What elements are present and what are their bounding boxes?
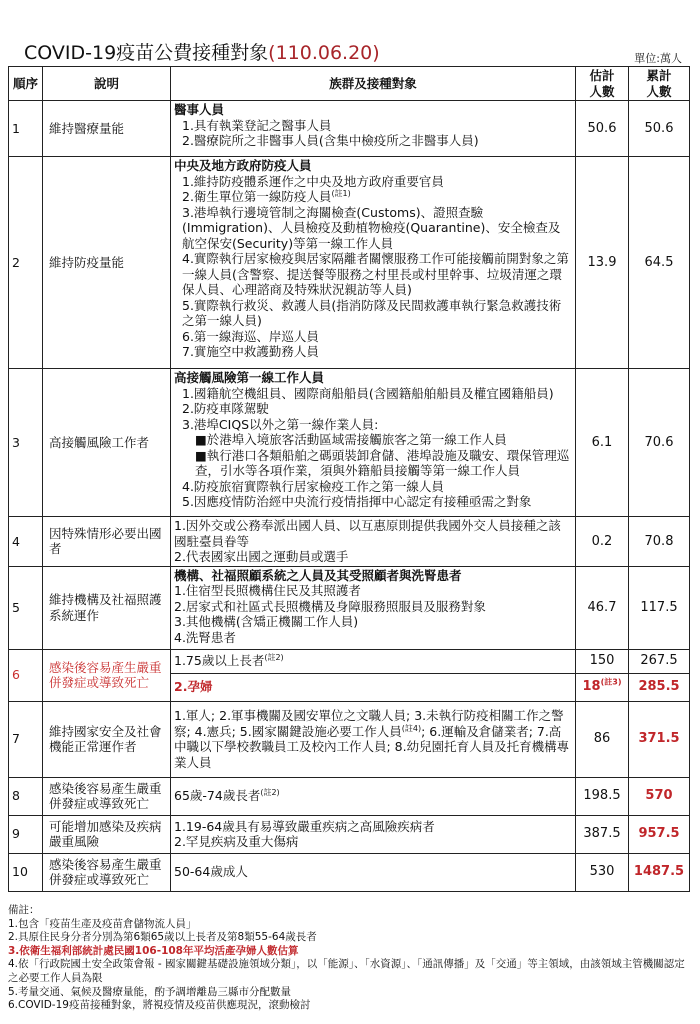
doc-title [24,38,380,65]
title-text: COVID-19疫苗公費接種對象 [24,42,269,64]
group-item: 1.75歲以上長者 [174,653,265,669]
row-desc: 維持國家安全及社會機能正常運作者 [43,701,171,777]
row-est: 86 [576,701,629,777]
note-item: 1.包含「疫苗生產及疫苗倉儲物流人員」 [8,917,197,930]
row-cum: 117.5 [629,566,690,649]
row-est: 46.7 [576,566,629,649]
group-item: 4.實際執行居家檢疫與居家隔離者關懷服務工作可能接觸前開對象之第一線人員(含警察、提送餐等服務之村里長或村里幹事、垃圾清運之環保人員、心理諮商及特殊狀況親訪等人員) [182,251,569,297]
header-est-2: 人數 [589,83,615,99]
row-seq: 7 [9,701,43,777]
group-item: 3.港埠執行邊境管制之海關檢查(Customs)、證照查驗(Immigration)、人員檢疫及動植物檢疫(Quarantine)、安全檢查及航空保安(Security)等第一線工作人員 [182,204,561,251]
note-item: 3.依衛生福利部統計處民國106-108年平均活產孕婦人數估算 [8,944,299,957]
row-seq: 6 [9,649,43,701]
table-row [9,649,690,673]
row-group [171,815,576,853]
header-group: 族群及接種對象 [171,67,576,101]
group-item: 2.居家式和社區式長照機構及身障服務照服員及服務對象 [174,598,486,614]
group-text-cont: ; 6.運輸及倉儲業者; 7.高中職以下學校教職員工及校內工作人員; 8.幼兒園托育人員及托育機構專業人員 [174,723,570,770]
table-row [9,777,690,815]
row-desc: 高接觸風險工作者 [43,369,171,517]
footnote-mark: (註1) [331,188,351,198]
group-item: 1.19-64歲具有易導致嚴重疾病之高風險疾病者 [174,818,435,834]
table-header-row [9,67,690,101]
footnote-mark: (註4) [401,723,422,733]
group-item: 1.具有執業登記之醫事人員 [182,117,332,133]
row-cum: 70.8 [629,517,690,567]
group-category: 高接觸風險第一線工作人員 [174,370,325,385]
notes-label: 備註： [8,904,40,916]
row-seq: 8 [9,777,43,815]
row-cum: 1487.5 [629,853,690,891]
row-est: 6.1 [576,369,629,517]
group-item: 1.國籍航空機組員、國際商船船員(含國籍船舶船員及權宜國籍船員) [182,385,554,401]
row-cum: 570 [629,777,690,815]
row-cum: 64.5 [629,157,690,369]
row-group [171,701,576,777]
footnote-mark: (註2) [264,653,284,663]
row-group [171,566,576,649]
row-est: 198.5 [576,777,629,815]
row-cum: 371.5 [629,701,690,777]
note-item: 6.COVID-19疫苗接種對象，將視疫情及疫苗供應現況，滾動檢討 [8,999,311,1012]
row-group [171,369,576,517]
group-item [174,189,572,205]
table-row [9,517,690,567]
header-cum-2: 人數 [646,83,672,99]
note-item: 5.考量交通、氣候及醫療量能，酌予調增離島三縣市分配數量 [8,985,292,998]
row-est: 150 [576,649,629,673]
row-group: 2.孕婦 [171,673,576,701]
row-est-value: 18 [582,679,601,695]
row-group [171,517,576,567]
group-item: 3.港埠CIQS以外之第一線作業人員: [182,416,379,432]
row-seq: 9 [9,815,43,853]
row-seq: 3 [9,369,43,517]
footnote-mark: (註2) [260,788,280,798]
group-item: 2.防疫車隊駕駛 [182,401,269,416]
group-subitem: ■於港埠入境旅客活動區域需接觸旅客之第一線工作人員 [195,432,507,447]
row-desc: 維持醫療量能 [43,101,171,157]
group-category: 機構、社福照顧系統之人員及其受照顧者與洗腎患者 [174,567,462,583]
row-desc: 可能增加感染及疾病嚴重風險 [43,815,171,853]
row-seq: 1 [9,101,43,157]
table-row [9,701,690,777]
table-row [9,853,690,891]
group-item: 4.防疫旅宿實際執行居家檢疫工作之第一線人員 [182,478,444,494]
footnotes [8,904,692,1013]
row-seq: 4 [9,517,43,567]
title-date: (110.06.20) [268,42,380,64]
group-subitem: ■執行港口各類船舶之碼頭裝卸倉儲、港埠設施及職安、環保管理巡查，引水等各項作業，須與外籍船員接觸等第一線工作人員 [195,447,570,478]
footnote-mark: (註3) [600,677,622,687]
header-seq: 順序 [9,67,43,101]
row-desc: 維持機構及社福照護系統運作 [43,566,171,649]
row-desc: 感染後容易產生嚴重併發症或導致死亡 [43,853,171,891]
group-item: 3.其他機構(含矯正機關工作人員) [174,614,359,629]
table-row [9,157,690,369]
table-row [9,369,690,517]
row-group: 50-64歲成人 [171,853,576,891]
row-group [171,649,576,673]
group-text: 65歲-74歲長者 [174,788,261,804]
row-group [171,777,576,815]
group-item: 4.洗腎患者 [174,629,236,645]
group-item: 5.因應疫情防治經中央流行疫情指揮中心認定有接種亟需之對象 [182,494,532,509]
group-category: 中央及地方政府防疫人員 [174,158,312,173]
row-seq: 5 [9,566,43,649]
group-item: 5.實際執行救災、救護人員(指消防隊及民間救護車執行緊急救護技術之第一線人員) [182,297,562,328]
table-row [9,815,690,853]
header-est-1: 估計 [589,68,615,83]
row-est: 0.2 [576,517,629,567]
row-group [171,101,576,157]
row-cum: 70.6 [629,369,690,517]
group-item: 2.醫療院所之非醫事人員(含集中檢疫所之非醫事人員) [182,133,479,148]
group-item: 1.因外交或公務奉派出國人員、以互惠原則提供我國外交人員接種之該國駐臺員眷等 [174,518,561,549]
group-item: 2.代表國家出國之運動員或選手 [174,549,349,564]
group-item: 1.維持防疫體系運作之中央及地方政府重要官員 [182,173,444,189]
group-item: 7.實施空中救護勤務人員 [182,344,319,359]
unit-label: 單位:萬人 [634,52,682,65]
group-category: 醫事人員 [174,102,225,117]
row-cum: 957.5 [629,815,690,853]
row-seq: 10 [9,853,43,891]
row-desc: 維持防疫量能 [43,157,171,369]
row-group [171,157,576,369]
group-item: 2.罕見疾病及重大傷病 [174,834,299,849]
group-item: 6.第一線海巡、岸巡人員 [182,328,319,344]
group-item-text: 2.衛生單位第一線防疫人員 [182,189,332,204]
header-cum-1: 累計 [646,68,672,83]
row-est: 387.5 [576,815,629,853]
row-est: 50.6 [576,101,629,157]
table-row [9,566,690,649]
row-desc: 感染後容易產生嚴重併發症或導致死亡 [43,649,171,701]
row-seq: 2 [9,157,43,369]
row-cum: 50.6 [629,101,690,157]
table-row [9,101,690,157]
row-est: 530 [576,853,629,891]
row-est: 13.9 [576,157,629,369]
note-item: 2.具原住民身分者分別為第6類65歲以上長者及第8類55-64歲長者 [8,931,317,944]
vaccine-priority-table [8,66,690,892]
row-desc: 因特殊情形必要出國者 [43,517,171,567]
note-item: 4.依「行政院國土安全政策會報 - 國家關鍵基礎設施領域分類」，以「能源」、「水資源」、「通訊傳播」及「交通」等主領域，由該領域主管機關認定之必要工作人員為限 [8,958,685,984]
header-cum [629,67,690,101]
row-cum: 285.5 [629,673,690,701]
header-desc: 說明 [43,67,171,101]
row-desc: 感染後容易產生嚴重併發症或導致死亡 [43,777,171,815]
row-cum: 267.5 [629,649,690,673]
row-est [576,673,629,701]
group-item: 1.住宿型長照機構住民及其照護者 [174,583,361,598]
group-text: 1.軍人; 2.軍事機關及國安單位之文職人員; 3.未執行防疫相關工作之警察; 4.憲兵; 5.國家關鍵設施必要工作人員 [174,708,564,739]
header-est [576,67,629,101]
